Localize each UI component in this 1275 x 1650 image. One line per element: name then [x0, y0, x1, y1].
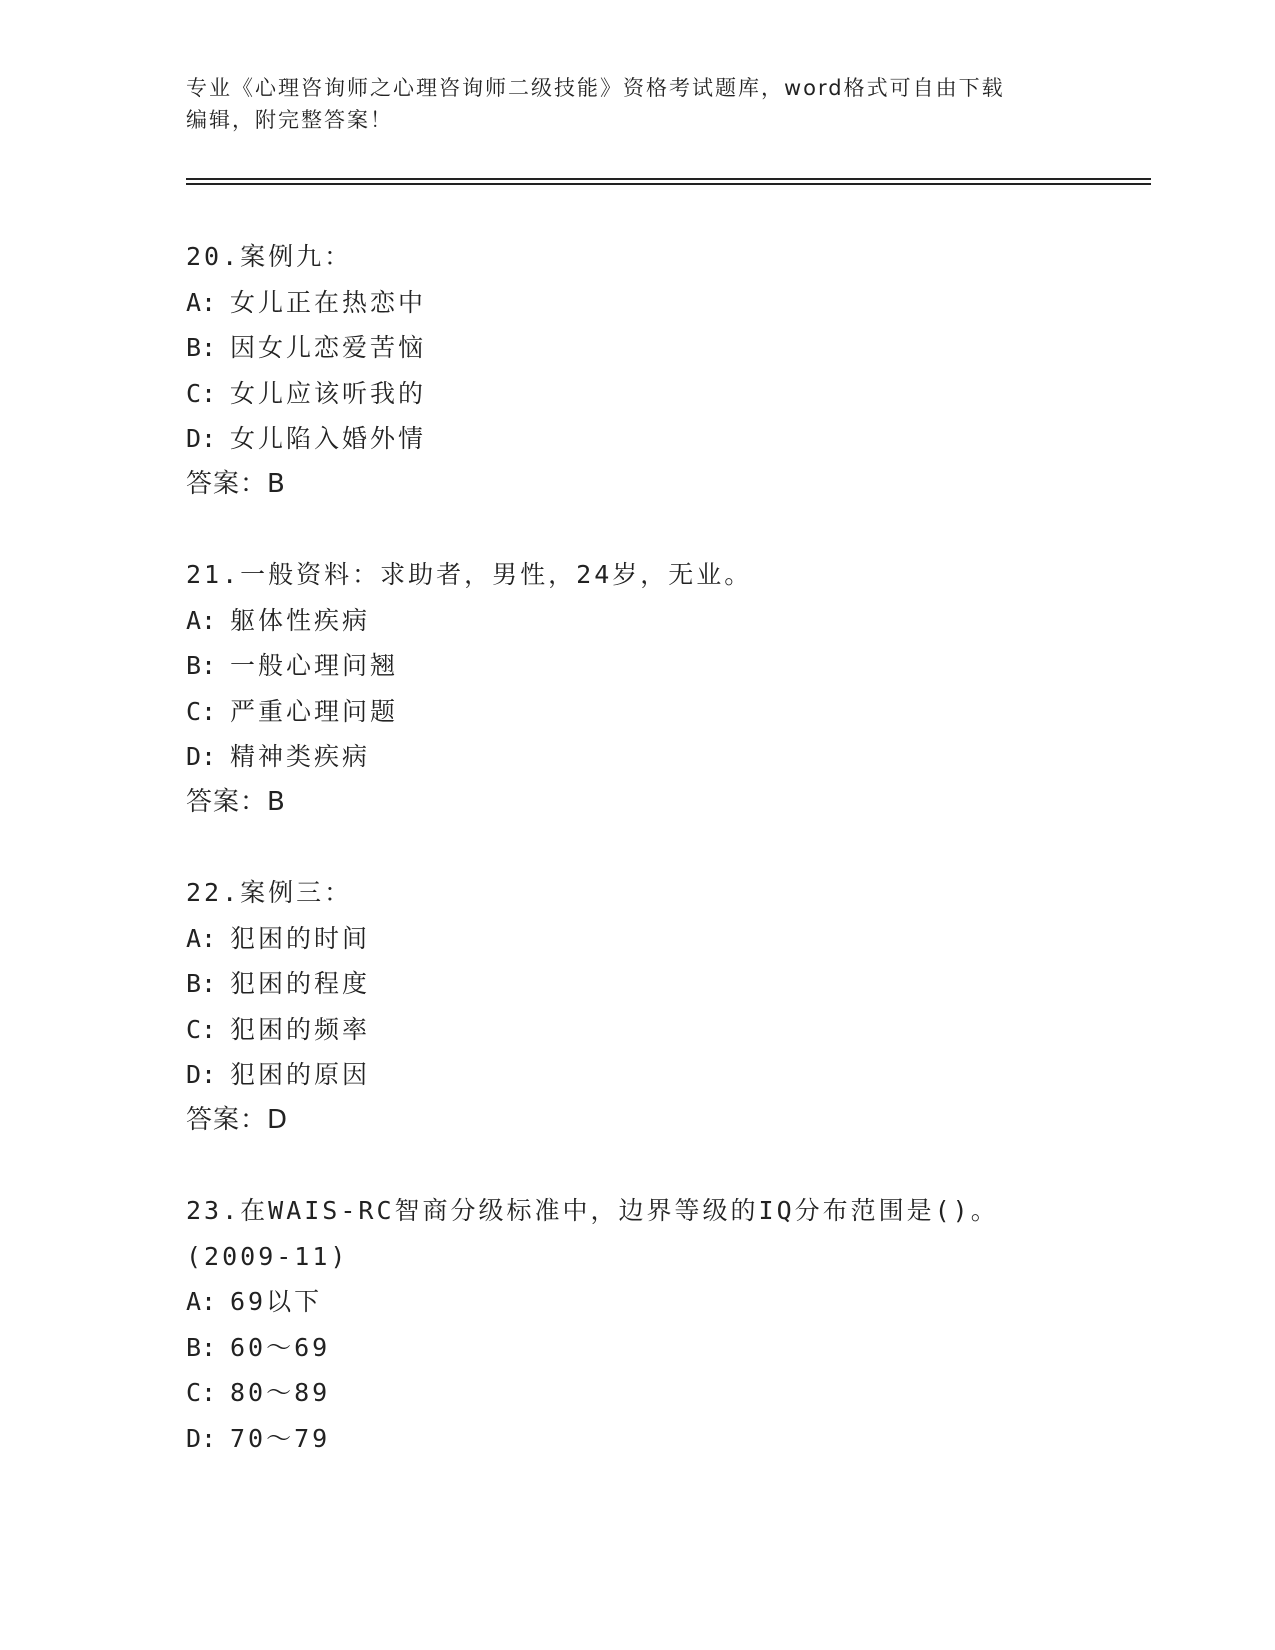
answer-line: 答案：B: [186, 468, 286, 499]
option-letter: C:: [186, 1014, 217, 1044]
option-c: [186, 1370, 1146, 1416]
option-a: [186, 598, 1146, 644]
option-d: [186, 416, 1146, 462]
option-text: 犯困的程度: [230, 969, 371, 998]
question-list: [186, 234, 1146, 1506]
option-c: [186, 371, 1146, 417]
header-line-2: 编辑，附完整答案！: [186, 108, 393, 132]
question-stem: 22.案例三：: [186, 878, 353, 907]
question-stem-continued: (2009-11): [186, 1241, 349, 1271]
option-c: [186, 1007, 1146, 1053]
option-letter: C:: [186, 696, 217, 726]
question-23: [186, 1188, 1146, 1461]
answer-line: 答案：B: [186, 786, 286, 817]
option-letter: A:: [186, 605, 217, 635]
option-letter: B:: [186, 333, 217, 362]
question-22: [186, 870, 1146, 1143]
option-b: [186, 643, 1146, 689]
option-letter: C:: [186, 1378, 217, 1407]
option-letter: D:: [186, 1423, 217, 1453]
header-rule-bottom: [186, 183, 1151, 185]
option-c: [186, 689, 1146, 735]
question-20: [186, 234, 1146, 507]
option-text: 犯困的频率: [230, 1014, 371, 1044]
option-letter: C:: [186, 378, 217, 408]
header-rule-top: [186, 178, 1151, 180]
option-a: [186, 916, 1146, 962]
question-stem: 21.一般资料：求助者，男性，24岁，无业。: [186, 560, 753, 589]
option-b: [186, 1325, 1146, 1371]
question-stem: 23.在WAIS-RC智商分级标准中，边界等级的IQ分布范围是()。: [186, 1196, 999, 1225]
option-letter: A:: [186, 923, 217, 953]
header-line-1: 专业《心理咨询师之心理咨询师二级技能》资格考试题库，word格式可自由下载: [186, 76, 1005, 100]
option-a: [186, 1279, 1146, 1325]
document-header: [186, 72, 1086, 136]
option-text: 女儿正在热恋中: [230, 287, 427, 317]
question-stem: 20.案例九：: [186, 242, 353, 271]
option-letter: D:: [186, 424, 217, 453]
option-text: 女儿陷入婚外情: [230, 424, 427, 453]
option-text: 80～89: [230, 1378, 331, 1407]
option-d: [186, 734, 1146, 780]
answer-line: 答案：D: [186, 1104, 289, 1135]
option-text: 女儿应该听我的: [230, 378, 427, 408]
option-text: 69以下: [230, 1287, 323, 1316]
option-letter: D:: [186, 742, 217, 771]
option-text: 精神类疾病: [230, 742, 371, 771]
option-letter: B:: [186, 969, 217, 998]
option-letter: B:: [186, 651, 217, 680]
option-text: 一般心理问翘: [230, 651, 399, 680]
option-text: 严重心理问题: [230, 696, 399, 726]
question-21: [186, 552, 1146, 825]
option-letter: B:: [186, 1332, 217, 1362]
option-d: [186, 1416, 1146, 1462]
option-letter: A:: [186, 287, 217, 317]
option-text: 因女儿恋爱苦恼: [230, 333, 427, 362]
option-b: [186, 961, 1146, 1007]
option-text: 犯困的原因: [230, 1060, 371, 1089]
option-letter: A:: [186, 1287, 217, 1316]
option-b: [186, 325, 1146, 371]
option-text: 60～69: [230, 1332, 331, 1362]
option-text: 犯困的时间: [230, 923, 371, 953]
option-a: [186, 280, 1146, 326]
option-d: [186, 1052, 1146, 1098]
option-letter: D:: [186, 1060, 217, 1089]
option-text: 70～79: [230, 1423, 331, 1453]
option-text: 躯体性疾病: [230, 605, 371, 635]
